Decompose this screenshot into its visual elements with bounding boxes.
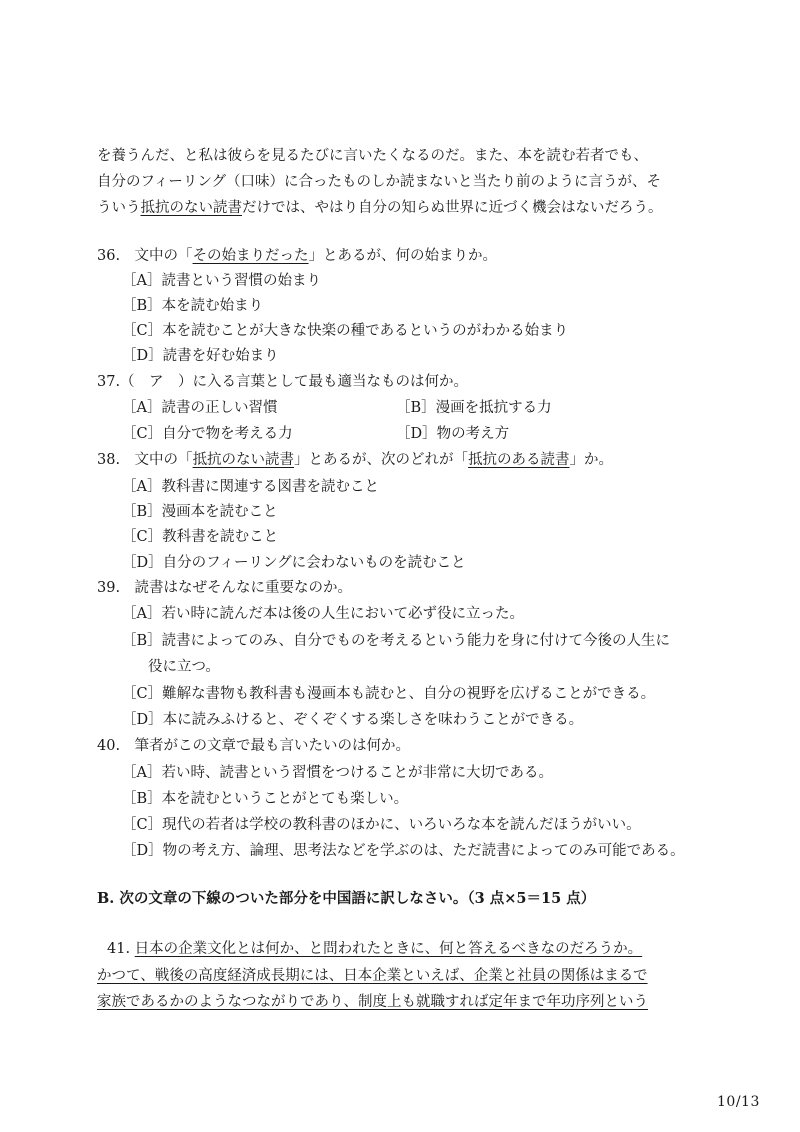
q37-option-b: ［B］漫画を抵抗する力: [396, 400, 552, 416]
q39-option-c: ［C］難解な書物も教科書も漫画本も読むと、自分の視野を広げることができる。: [122, 686, 656, 702]
question-41-line-3: 家族であるかのようなつながりであり、制度上も就職すれば定年まで年功序列という: [97, 994, 648, 1010]
question-36: [97, 246, 497, 266]
passage-line-1: を養うんだ、と私は彼らを見るたびに言いたくなるのだ。また、本を読む若者でも、: [97, 148, 648, 164]
q37-option-a: ［A］読書の正しい習慣: [122, 400, 278, 416]
underlined-phrase: 抵抗のない読書: [140, 200, 242, 216]
q39-option-b: ［B］読書によってのみ、自分でものを考えるという能力を身に付けて今後の人生に: [122, 633, 671, 649]
q39-option-b-continued: 役に立つ。: [148, 659, 220, 675]
q39-option-d: ［D］本に読みふけると、ぞくぞくする楽しさを味わうことができる。: [122, 712, 584, 728]
q40-option-b: ［B］本を読むということがとても楽しい。: [122, 791, 409, 807]
underlined-phrase: 抵抗のある読書: [468, 452, 570, 468]
passage-line-2: 自分のフィーリング（口味）に合ったものしか読まないと当たり前のように言うが、そ: [97, 174, 662, 190]
q39-option-a: ［A］若い時に読んだ本は後の人生において必ず役に立った。: [122, 606, 524, 622]
passage-text: だけでは、やはり自分の知らぬ世界に近づく機会はないだろう。: [242, 200, 663, 216]
question-text: 」か。: [569, 452, 614, 468]
question-37: 37.（ ア ）に入る言葉として最も適当なものは何か。: [97, 374, 469, 390]
passage-text: ういう: [97, 200, 141, 216]
q36-option-d: ［D］読書を好む始まり: [122, 348, 279, 364]
q40-option-a: ［A］若い時、読書という習慣をつけることが非常に大切である。: [122, 765, 553, 781]
question-41-line-2: かつて、戦後の高度経済成長期には、日本企業といえば、企業と社員の関係はまるで: [97, 968, 648, 984]
q37-option-d: ［D］物の考え方: [396, 426, 510, 442]
question-number: 36. 文中の「: [97, 248, 193, 264]
question-number: 41.: [107, 941, 131, 957]
q38-option-c: ［C］教科書を読むこと: [122, 529, 279, 545]
passage-line-3: [97, 198, 663, 218]
question-41-line-1: [107, 939, 642, 959]
question-38: [97, 450, 613, 470]
underlined-phrase: その始まりだった: [192, 248, 309, 264]
question-text: 」とあるが、次のどれが「: [294, 452, 469, 468]
q36-option-a: ［A］読書という習慣の始まり: [122, 273, 321, 289]
q38-option-b: ［B］漫画本を読むこと: [122, 504, 278, 520]
question-39: 39. 読書はなぜそんなに重要なのか。: [97, 580, 353, 596]
underlined-passage: 日本の企業文化とは何か、と問われたときに、何と答えるべきなのだろうか。: [134, 941, 643, 957]
q40-option-c: ［C］現代の若者は学校の教科書のほかに、いろいろな本を読んだほうがいい。: [122, 817, 641, 833]
question-text: 」とあるが、何の始まりか。: [308, 248, 498, 264]
q38-option-d: ［D］自分のフィーリングに会わないものを読むこと: [122, 555, 466, 571]
q40-option-d: ［D］物の考え方、論理、思考法などを学ぶのは、ただ読書によってのみ可能である。: [122, 843, 685, 859]
q36-option-c: ［C］本を読むことが大きな快楽の種であるというのがわかる始まり: [122, 323, 569, 339]
q37-option-c: ［C］自分で物を考える力: [122, 426, 293, 442]
section-b-heading: B. 次の文章の下線のついた部分を中国語に訳しなさい。（3 点×5＝15 点）: [97, 890, 596, 907]
question-40: 40. 筆者がこの文章で最も言いたいのは何か。: [97, 738, 411, 754]
question-number: 38. 文中の「: [97, 452, 193, 468]
q38-option-a: ［A］教科書に関連する図書を読むこと: [122, 479, 379, 495]
q36-option-b: ［B］本を読む始まり: [122, 298, 264, 314]
page-number: 10/13: [717, 1094, 760, 1110]
underlined-phrase: 抵抗のない読書: [192, 452, 295, 468]
